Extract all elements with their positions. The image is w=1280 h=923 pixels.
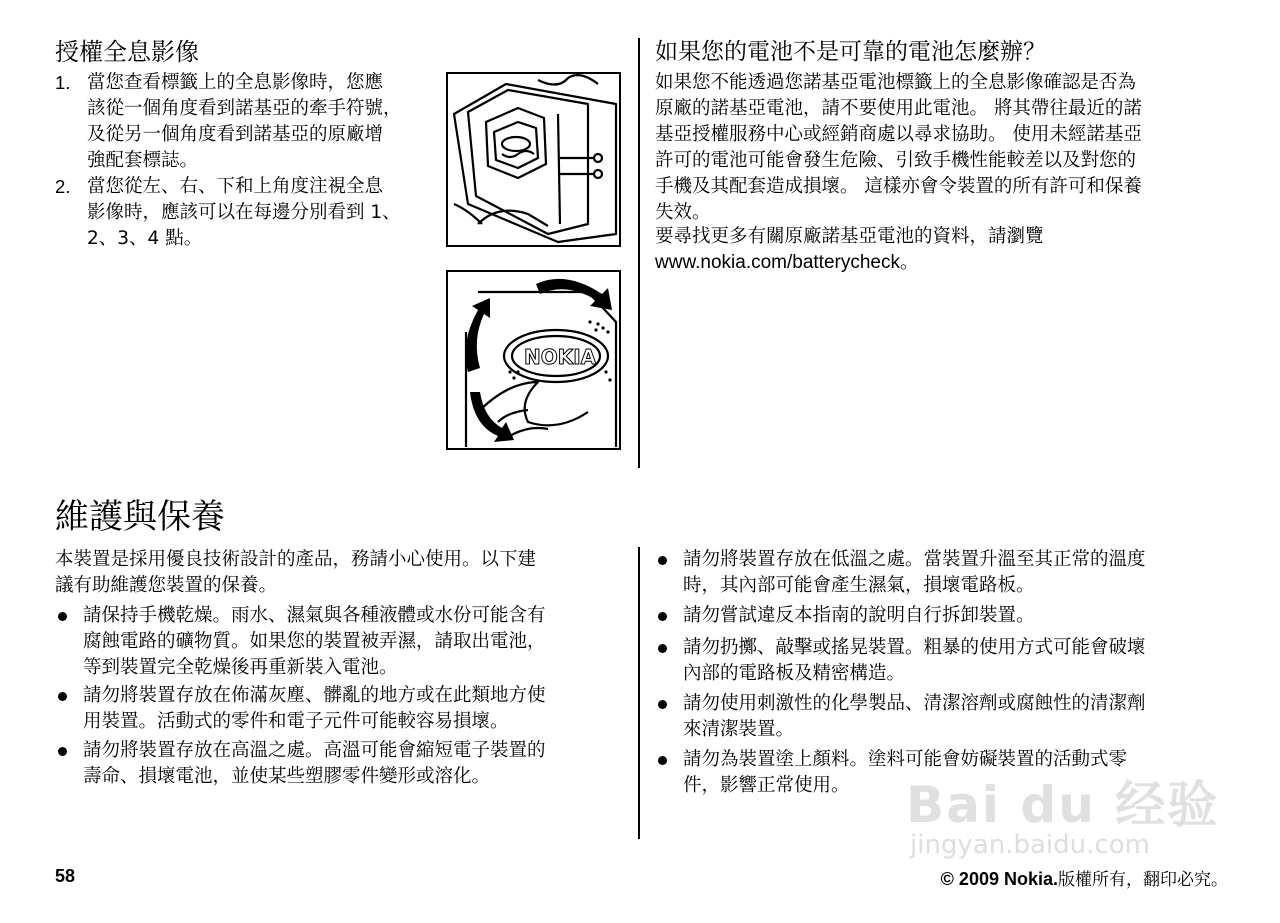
bullet-line: 等到裝置完全乾燥後再重新裝入電池。 [83, 657, 398, 678]
hologram-label-illustration [446, 72, 621, 247]
paragraph-line: 要尋找更多有關原廠諾基亞電池的資料，請瀏覽 [655, 226, 1044, 247]
bullet-line: 請勿將裝置存放在高溫之處。高溫可能會縮短電子裝置的 [83, 740, 546, 761]
bullet-line: 內部的電路板及精密構造。 [683, 663, 906, 684]
bullet-line: 件，影響正常使用。 [683, 775, 850, 796]
paragraph-line: 本裝置是採用優良技術設計的產品，務請小心使用。以下建 [55, 549, 537, 570]
step-line: 及從另一個角度看到諾基亞的原廠增 [87, 124, 384, 145]
column-divider-bottom [638, 547, 640, 839]
paragraph-line: 原廠的諾基亞電池，請不要使用此電池。 將其帶往最近的諾 [655, 98, 1142, 119]
bullet-dot [658, 612, 667, 621]
bullet-line: 請勿扔擲、敲擊或搖晃裝置。粗暴的使用方式可能會破壞 [683, 637, 1146, 658]
battery-heading: 如果您的電池不是可靠的電池怎麼辦？ [655, 39, 1046, 65]
bullet-line: 請勿將裝置存放在佈滿灰塵、髒亂的地方或在此類地方使 [83, 685, 546, 706]
bullet-line: 請勿嘗試違反本指南的說明自行拆卸裝置。 [683, 605, 1035, 626]
paragraph-line: 許可的電池可能會發生危險、引致手機性能較差以及對您的 [655, 150, 1137, 171]
bullet-dot [658, 644, 667, 653]
copyright-bold: © 2009 Nokia. [940, 869, 1058, 889]
paragraph-line: 手機及其配套造成損壞。 這樣亦會令裝置的所有許可和保養 [655, 176, 1142, 197]
step-line: 2、3、4 點。 [87, 228, 203, 249]
care-intro [55, 547, 635, 599]
bullet-dot [658, 700, 667, 709]
bullet-line: 用裝置。活動式的零件和電子元件可能較容易損壞。 [83, 711, 509, 732]
step-line: 當您從左、右、下和上角度注視全息 [87, 176, 384, 197]
copyright-rest: 版權所有，翻印必究。 [1058, 870, 1228, 890]
link-suffix: 。 [900, 252, 919, 273]
step-number: 2. [55, 176, 71, 197]
copyright-notice [941, 865, 1228, 890]
nokia-logo-text: NOKIA [524, 345, 597, 369]
rotate-view-drawing [448, 272, 618, 447]
bullet-dot [658, 556, 667, 565]
bullet-line: 請勿將裝置存放在低溫之處。當裝置升溫至其正常的溫度 [683, 549, 1146, 570]
bullet-dot [658, 756, 667, 765]
bullet-line: 壽命、損壞電池，並使某些塑膠零件變形或溶化。 [83, 766, 491, 787]
bullet-line: 請保持手機乾燥。雨水、濕氣與各種液體或水份可能含有 [83, 605, 546, 626]
hologram-rotate-illustration [446, 270, 621, 450]
baidu-watermark-url: jingyan.baidu.com [910, 830, 1150, 860]
paragraph-line: 如果您不能透過您諾基亞電池標籤上的全息影像確認是否為 [655, 72, 1137, 93]
hologram-step-2 [55, 174, 445, 254]
step-line: 強配套標誌。 [87, 150, 199, 171]
battery-paragraph [655, 70, 1235, 226]
care-heading: 維護與保養 [55, 497, 225, 537]
bullet-line: 請勿使用刺激性的化學製品、清潔溶劑或腐蝕性的清潔劑 [683, 693, 1146, 714]
page-number: 58 [55, 866, 76, 886]
hologram-step-1 [55, 70, 445, 180]
bullet-line: 請勿為裝置塗上顏料。塗料可能會妨礙裝置的活動式零 [683, 749, 1128, 770]
step-line: 該從一個角度看到諾基亞的牽手符號， [87, 98, 402, 119]
step-line: 影像時，應該可以在每邊分別看到 1、 [87, 202, 401, 223]
baidu-watermark: Bai du 经验 [906, 776, 1220, 834]
column-divider-top [638, 38, 640, 468]
bullet-line: 腐蝕電路的礦物質。如果您的裝置被弄濕，請取出電池， [83, 631, 546, 652]
battery-check-link[interactable]: www.nokia.com/batterycheck [655, 252, 900, 273]
bullet-dot [58, 692, 67, 701]
paragraph-line: 議有助維護您裝置的保養。 [55, 575, 278, 596]
battery-link-paragraph [655, 224, 1235, 276]
bullet-line: 來清潔裝置。 [683, 719, 795, 740]
paragraph-line: 基亞授權服務中心或經銷商處以尋求協助。 使用未經諾基亞 [655, 124, 1142, 145]
hologram-heading: 授權全息影像 [55, 38, 199, 66]
step-line: 當您查看標籤上的全息影像時，您應 [87, 72, 384, 93]
bullet-dot [58, 747, 67, 756]
bullet-line: 時，其內部可能會產生濕氣，損壞電路板。 [683, 575, 1035, 596]
step-number: 1. [55, 72, 71, 93]
battery-label-drawing [448, 74, 618, 244]
paragraph-line: 失效。 [655, 202, 711, 223]
bullet-dot [58, 612, 67, 621]
